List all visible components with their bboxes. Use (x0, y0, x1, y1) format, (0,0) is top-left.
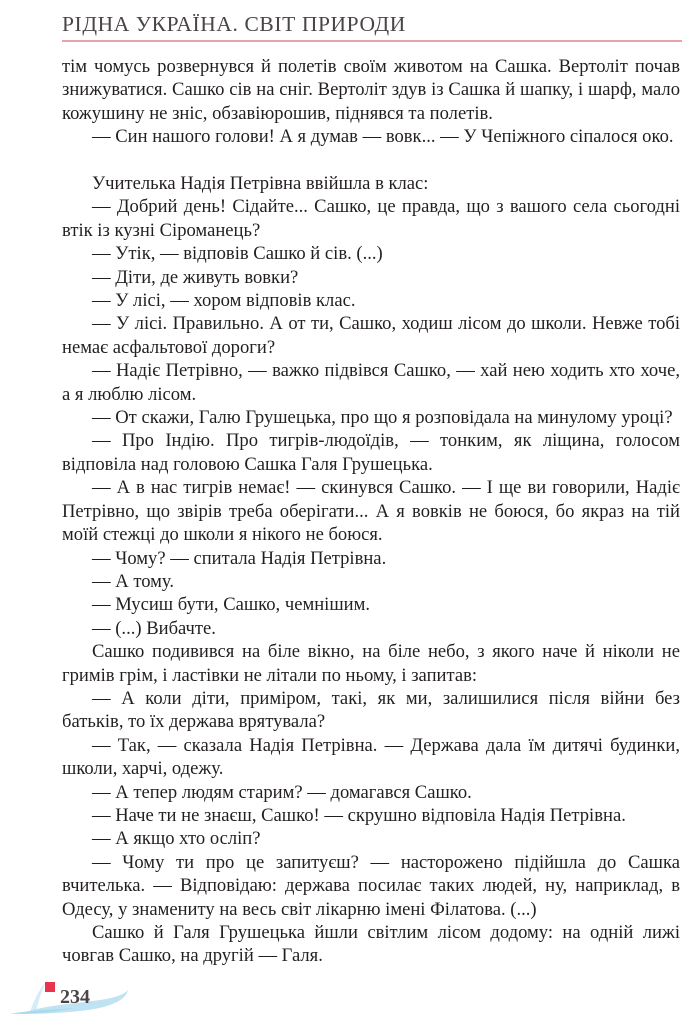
paragraph: — Наче ти не знаєш, Сашко! — скрушно відповіла Надія Петрівна. (92, 804, 626, 826)
page-number: 234 (60, 986, 90, 1008)
main-text (62, 55, 680, 968)
paragraph: — У лісі, — хором відповів клас. (92, 290, 356, 312)
paragraph: — А тому. (92, 570, 174, 592)
paragraph: — Чому? — спитала Надія Петрівна. (92, 547, 387, 569)
paragraph: — Мусиш бути, Сашко, чемнішим. (92, 594, 371, 616)
paragraph: — Надіє Петрівно, — важко підвівся Сашко, — хай нею ходить хто хоче, а я люблю лісом. (62, 360, 680, 405)
paragraph: Учителька Надія Петрівна ввійшла в клас: (92, 173, 429, 195)
paragraph: — Діти, де живуть вовки? (92, 266, 299, 288)
header-rule (62, 40, 682, 42)
accent-square (45, 982, 55, 992)
paragraph: — А якщо хто осліп? (92, 828, 261, 850)
paragraph: — (...) Вибачте. (92, 617, 216, 639)
paragraph: — Утік, — відповів Сашко й сів. (...) (92, 243, 383, 265)
paragraph: — Так, — сказала Надія Петрівна. — Держава дала їм дитячі будинки, школи, харчі, одежу. (62, 734, 680, 780)
page-footer (0, 960, 160, 1014)
paragraph: — От скажи, Галю Грушецька, про що я розповідала на минулому уроці? (92, 407, 673, 429)
running-header (62, 10, 682, 40)
paragraph: — А тепер людям старим? — домагався Сашко. (92, 781, 472, 803)
paragraph: — Добрий день! Сідайте... Сашко, це правда, що з вашого села сьогодні втік із кузні Сіроманець? (62, 196, 680, 241)
paragraph: Сашко й Галя Грушецька йшли світлим лісом додому: на одній лижі човгав Сашко, на другій — Галя. (62, 922, 680, 967)
paragraph: — А коли діти, приміром, такі, як ми, залишилися після війни без батьків, то їх держава врятувала? (62, 687, 680, 733)
paragraph: — Чому ти про це запитуєш? — насторожено підійшла до Сашка вчителька. — Відповідаю: держава посилає таких людей, ну, наприклад, в Одесу, у знамениту на весь світ лікарню імені Філатова. (...) (62, 851, 680, 920)
paragraph: — У лісі. Правильно. А от ти, Сашко, ходиш лісом до школи. Невже тобі немає асфальтової дороги? (62, 313, 680, 358)
paragraph: — Про Індію. Про тигрів-людоїдів, — тонким, як ліщина, голосом відповіла над головою Сашка Галя Грушецька. (62, 430, 680, 475)
header-title: РІДНА УКРАЇНА. СВІТ ПРИРОДИ (62, 12, 406, 36)
paragraph: Сашко подивився на біле вікно, на біле небо, з якого наче й ніколи не гримів грім, і ластівки не літали по ньому, і запитав: (62, 641, 680, 686)
paragraph: — Син нашого голови! А я думав — вовк... — У Чепіжного сіпалося око. (92, 126, 674, 148)
paragraph: — А в нас тигрів немає! — скинувся Сашко. — І ще ви говорили, Надіє Петрівно, що звірів треба оберігати... А я вовків не боюся, бо якраз на тій моїй стежці до школи я нікого не боюся. (62, 477, 680, 546)
paragraph: тім чомусь розвернувся й полетів своїм животом на Сашка. Вертоліт почав знижуватися. Сашко сів на сніг. Вертоліт здув із Сашка й шапку, і шарф, мало кожушину не зніс, обзавіюрошив, піднявся та полетів. (62, 56, 680, 124)
